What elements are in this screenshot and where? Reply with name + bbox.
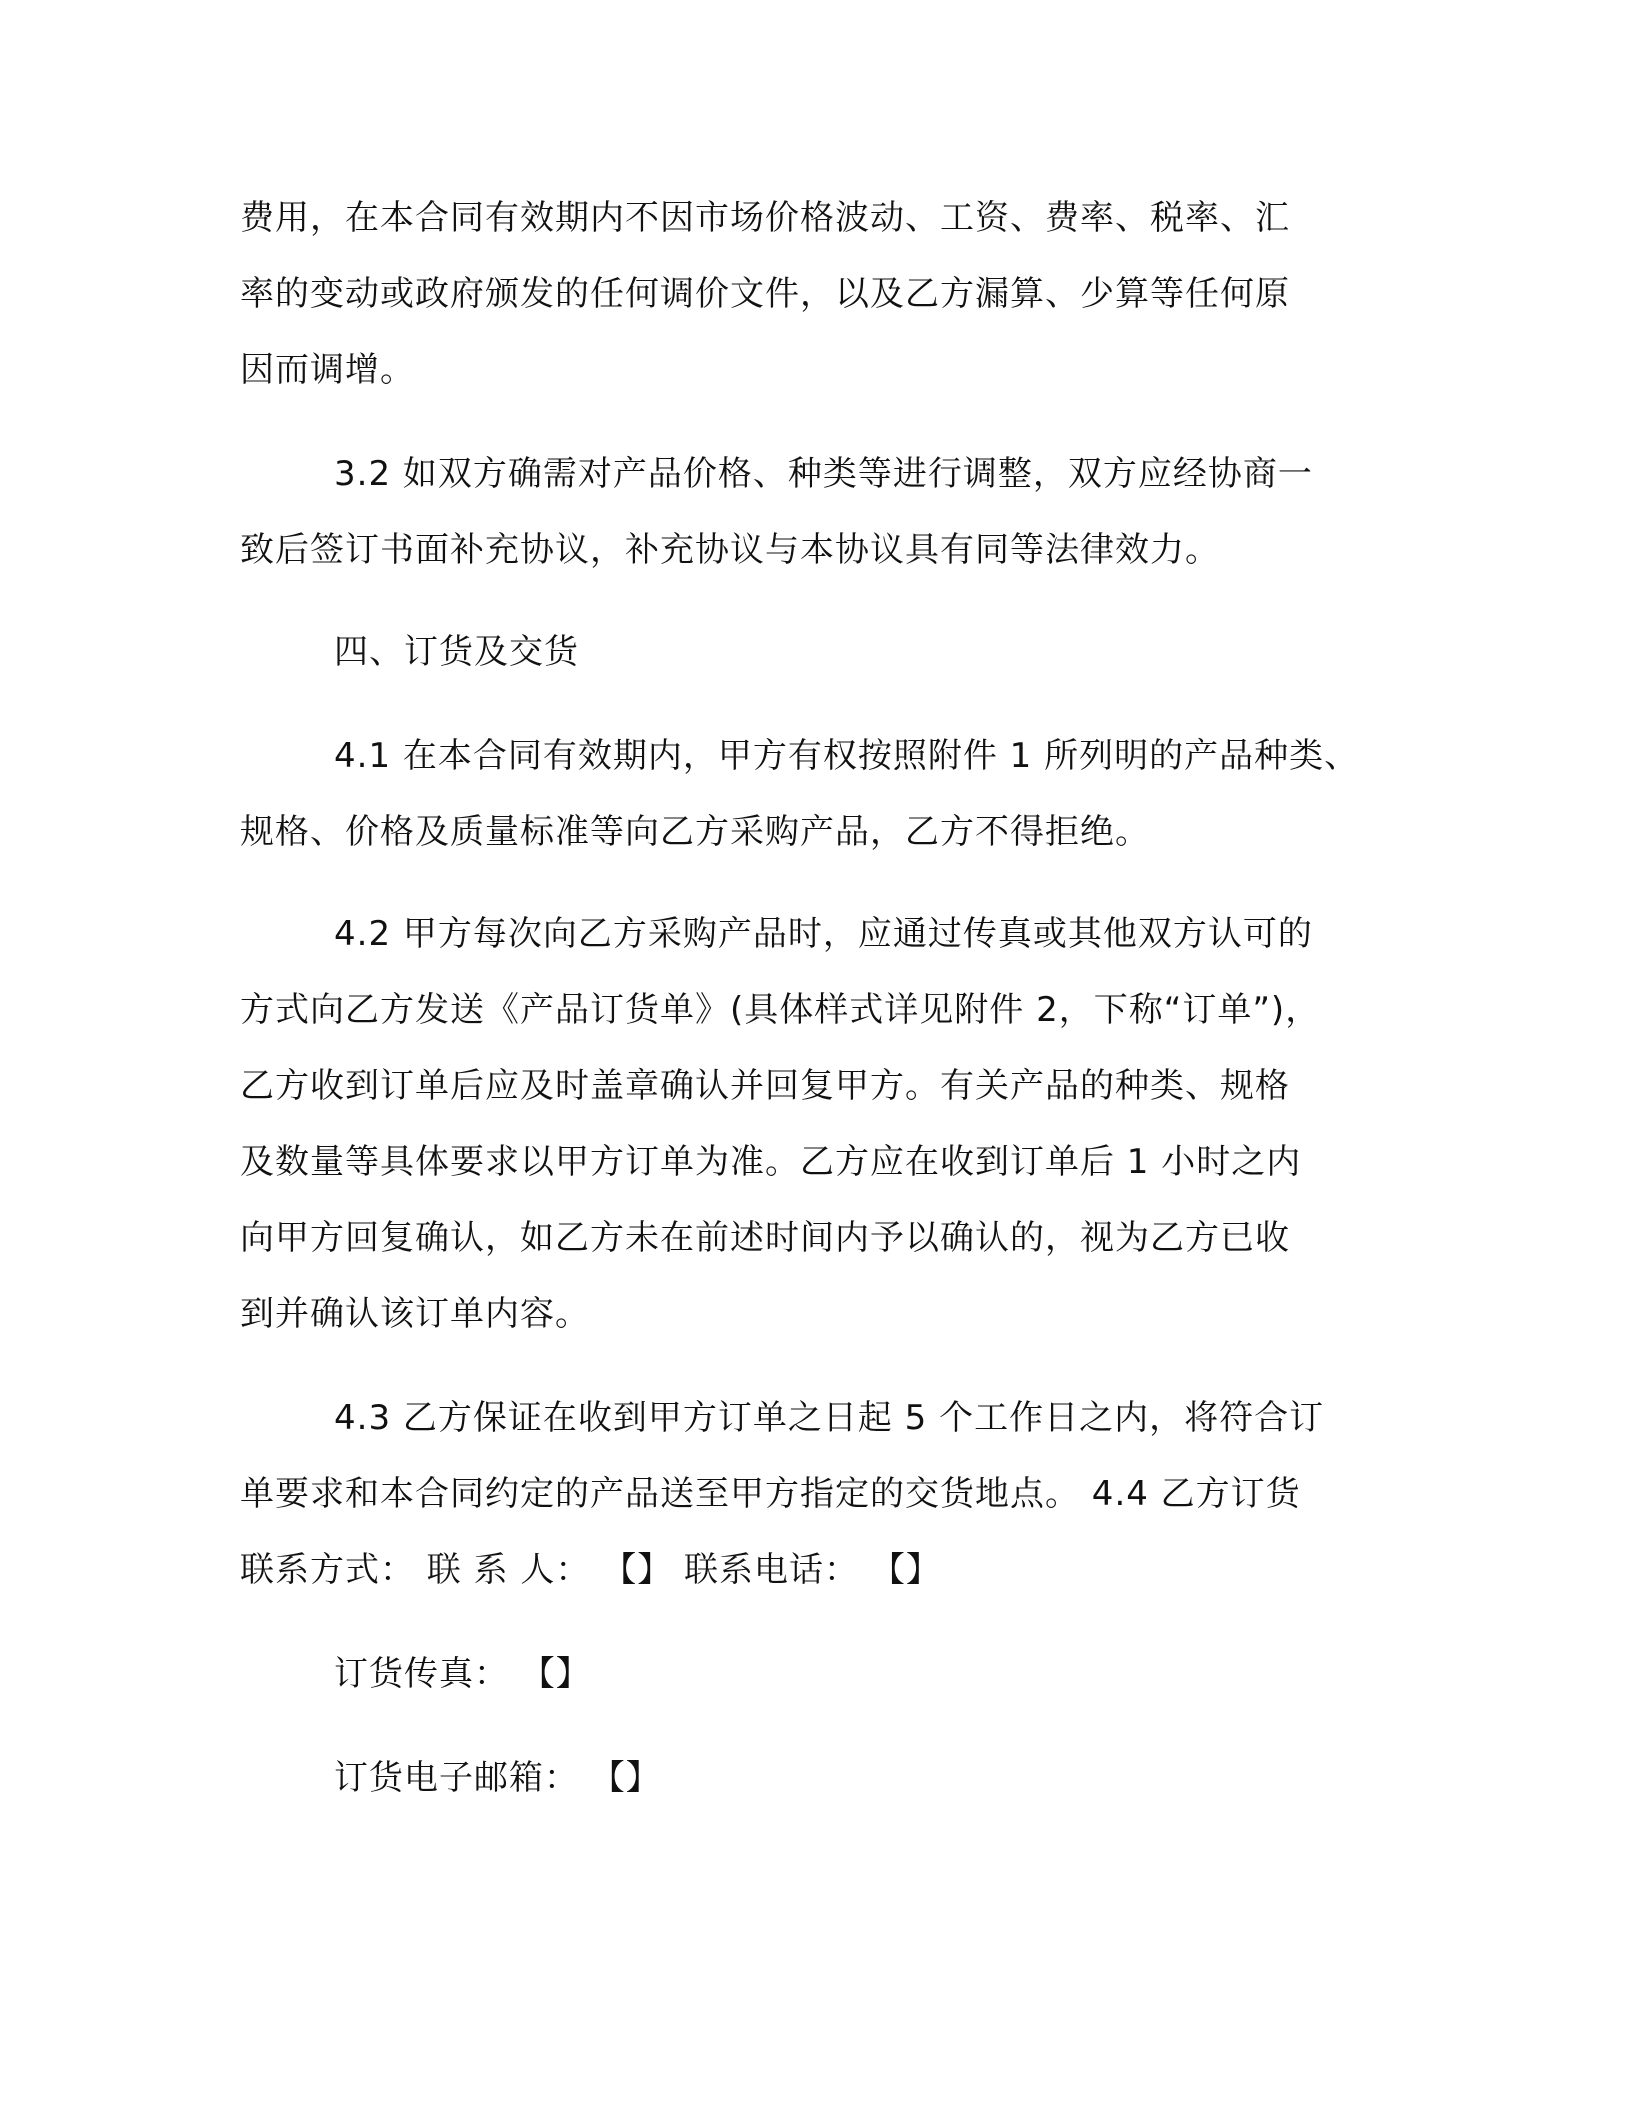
text-line: 率的变动或政府颁发的任何调价文件，以及乙方漏算、少算等任何原 xyxy=(240,274,1290,314)
email-line: 订货电子邮箱： 【】 xyxy=(334,1758,661,1798)
section-heading: 四、订货及交货 xyxy=(334,632,579,672)
text-line: 规格、价格及质量标准等向乙方采购产品，乙方不得拒绝。 xyxy=(240,812,1150,852)
text-line: 3.2 如双方确需对产品价格、种类等进行调整，双方应经协商一 xyxy=(334,454,1313,494)
contact-line: 联系方式： 联 系 人： 【】 联系电话： 【】 xyxy=(240,1550,941,1590)
text-line: 向甲方回复确认，如乙方未在前述时间内予以确认的，视为乙方已收 xyxy=(240,1218,1290,1258)
text-line: 到并确认该订单内容。 xyxy=(240,1294,590,1334)
text-line: 4.1 在本合同有效期内，甲方有权按照附件 1 所列明的产品种类、 xyxy=(334,736,1360,776)
text-line: 因而调增。 xyxy=(240,350,415,390)
text-line: 4.2 甲方每次向乙方采购产品时，应通过传真或其他双方认可的 xyxy=(334,914,1313,954)
text-line: 及数量等具体要求以甲方订单为准。乙方应在收到订单后 1 小时之内 xyxy=(240,1142,1302,1182)
text-line: 单要求和本合同约定的产品送至甲方指定的交货地点。 4.4 乙方订货 xyxy=(240,1474,1301,1514)
fax-line: 订货传真： 【】 xyxy=(334,1654,591,1694)
text-line: 4.3 乙方保证在收到甲方订单之日起 5 个工作日之内，将符合订 xyxy=(334,1398,1325,1438)
text-line: 乙方收到订单后应及时盖章确认并回复甲方。有关产品的种类、规格 xyxy=(240,1066,1290,1106)
text-line: 致后签订书面补充协议，补充协议与本协议具有同等法律效力。 xyxy=(240,530,1220,570)
text-line: 方式向乙方发送《产品订货单》(具体样式详见附件 2，下称“订单”)， xyxy=(240,990,1321,1030)
text-line: 费用，在本合同有效期内不因市场价格波动、工资、费率、税率、汇 xyxy=(240,198,1290,238)
